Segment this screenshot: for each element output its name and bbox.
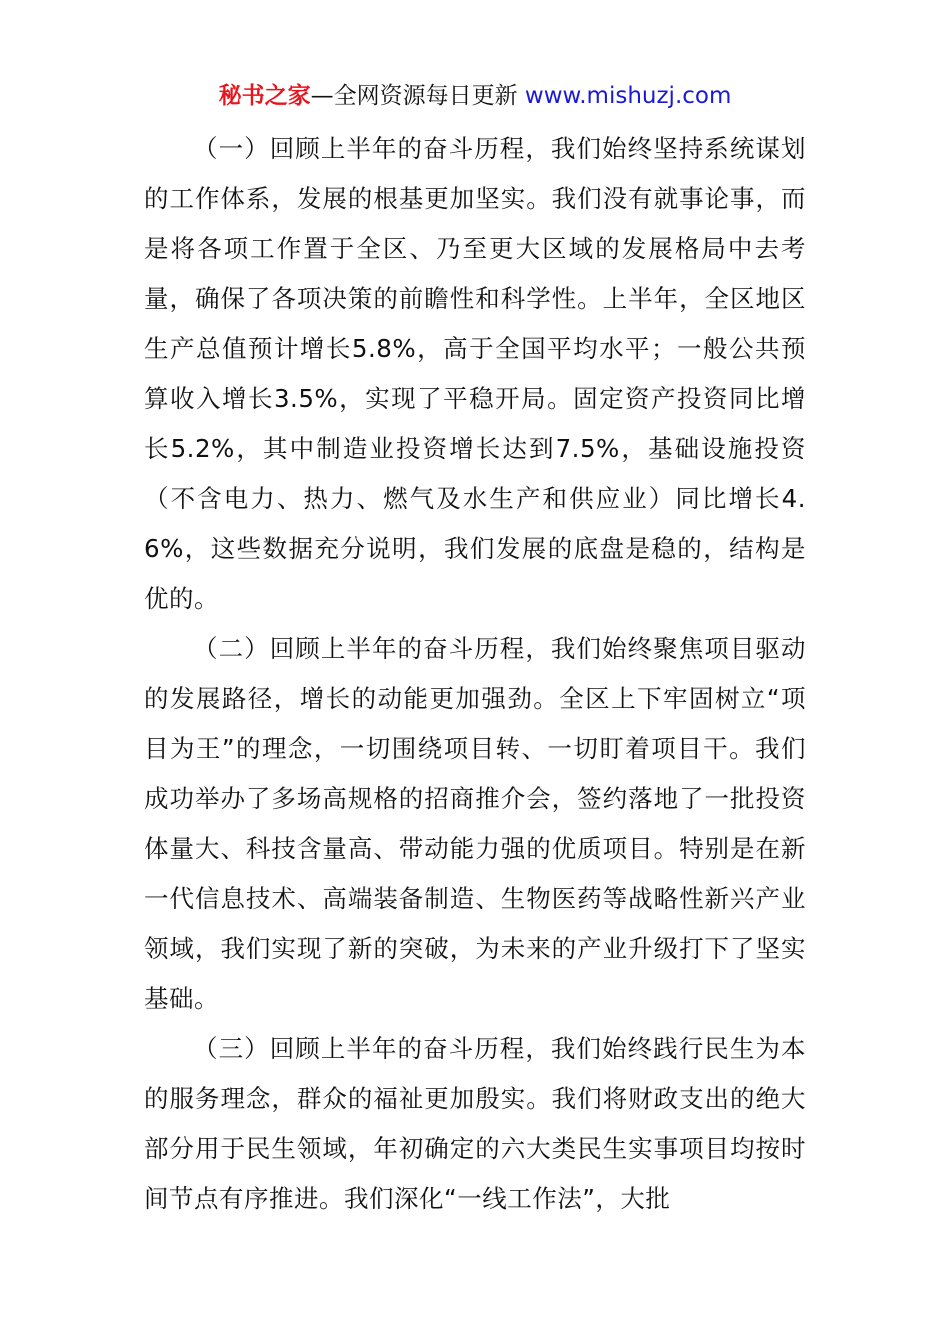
site-url[interactable]: www.mishuzj.com bbox=[524, 83, 732, 109]
paragraph-3: （三）回顾上半年的奋斗历程，我们始终践行民生为本的服务理念，群众的福祉更加殷实。我们将财政支出的绝大部分用于民生领域，年初确定的六大类民生实事项目均按时间节点有序推进。我们深化“一线工作法”，大批 bbox=[144, 1034, 806, 1213]
paragraph-1: （一）回顾上半年的奋斗历程，我们始终坚持系统谋划的工作体系，发展的根基更加坚实。我们没有就事论事，而是将各项工作置于全区、乃至更大区域的发展格局中去考量，确保了各项决策的前瞻性和科学性。上半年，全区地区生产总值预计增长5.8%，高于全国平均水平；一般公共预算收入增长3.5%，实现了平稳开局。固定资产投资同比增长5.2%，其中制造业投资增长达到7.5%，基础设施投资（不含电力、热力、燃气及水生产和供应业）同比增长4.6%，这些数据充分说明，我们发展的底盘是稳的，结构是优的。 bbox=[144, 134, 806, 613]
paragraph-2: （二）回顾上半年的奋斗历程，我们始终聚焦项目驱动的发展路径，增长的动能更加强劲。全区上下牢固树立“项目为王”的理念，一切围绕项目转、一切盯着项目干。我们成功举办了多场高规格的招商推介会，签约落地了一批投资体量大、科技含量高、带动能力强的优质项目。特别是在新一代信息技术、高端装备制造、生物医药等战略性新兴产业领域，我们实现了新的突破，为未来的产业升级打下了坚实基础。 bbox=[144, 634, 806, 1013]
site-tagline: —全网资源每日更新 bbox=[310, 83, 525, 109]
site-header bbox=[0, 80, 950, 112]
site-brand: 秘书之家 bbox=[218, 83, 311, 109]
document-body bbox=[144, 124, 806, 1224]
